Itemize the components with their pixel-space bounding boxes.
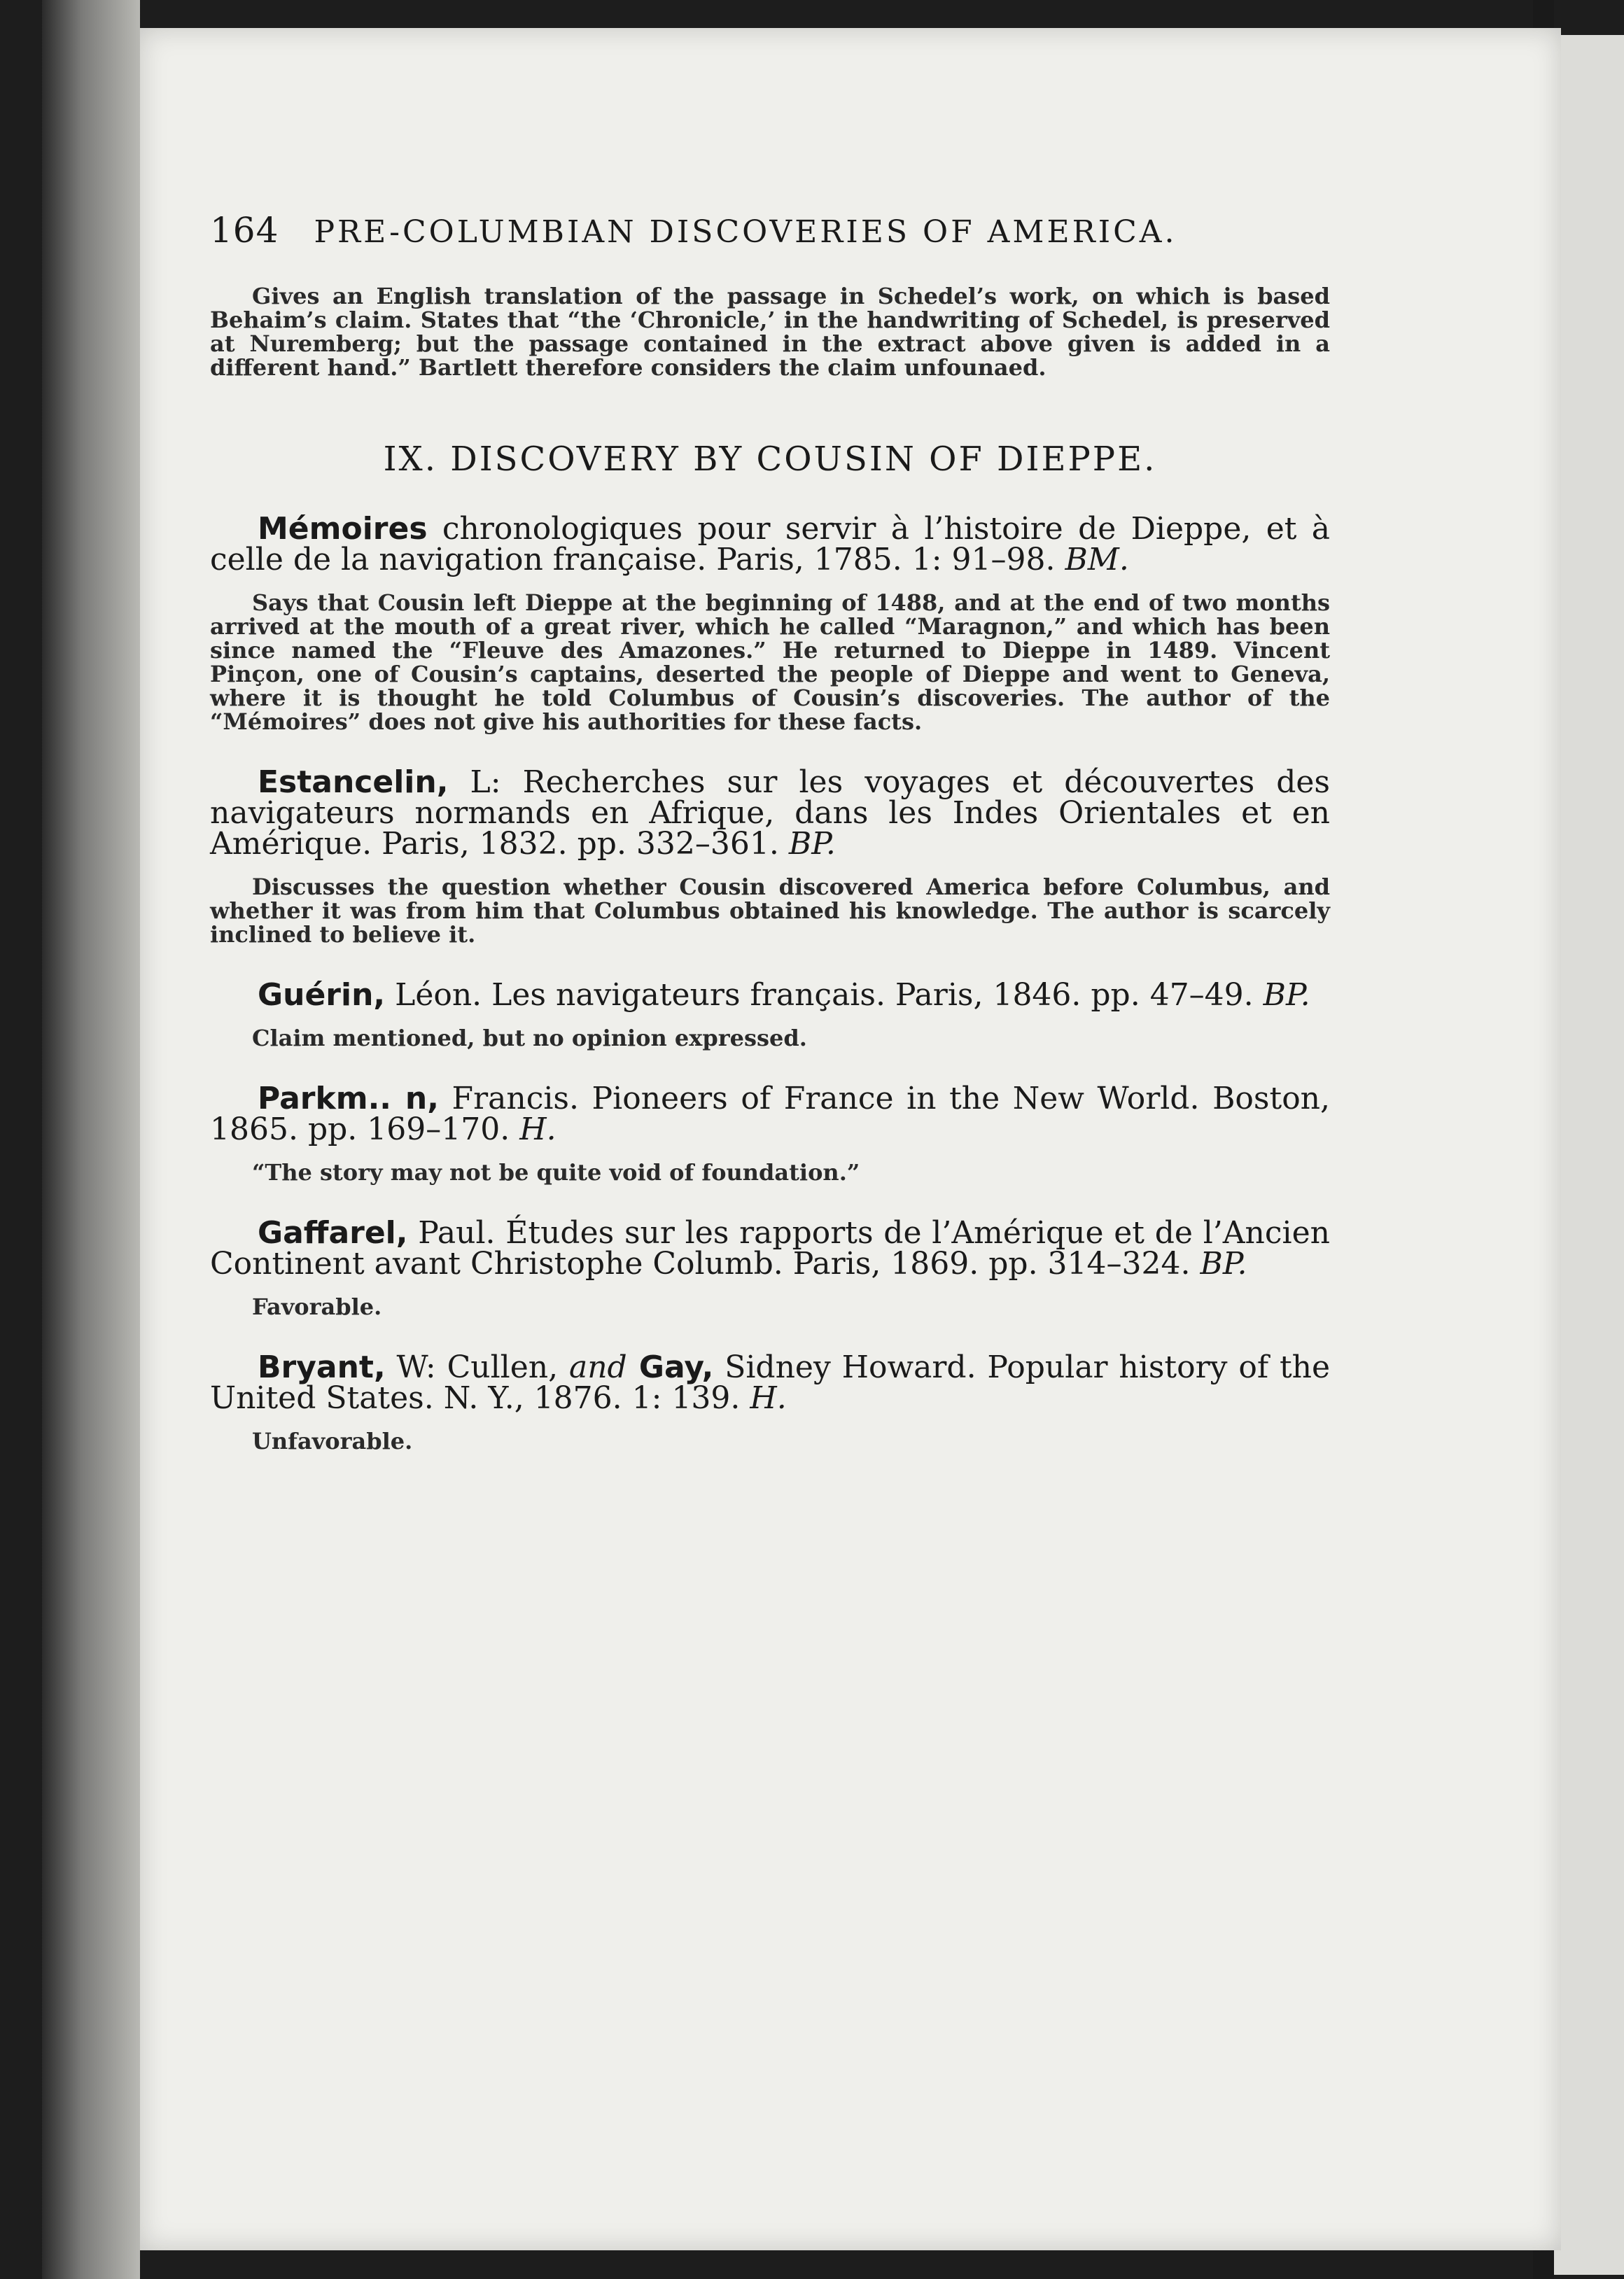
entry-library: BP. [1200, 1246, 1247, 1282]
spacer [210, 734, 1330, 767]
entry-2 [210, 764, 1330, 948]
entry-author: Parkm.. n, [258, 1081, 439, 1116]
entry-library: H. [750, 1380, 787, 1416]
entry-3 [210, 977, 1330, 1051]
adjacent-page-edge [1554, 35, 1624, 2275]
spacer [210, 1319, 1330, 1352]
bibliography-entry [210, 977, 1330, 1013]
bibliography-entry [210, 1215, 1330, 1282]
spacer [210, 946, 1330, 980]
entry-4 [210, 1081, 1331, 1186]
entry-text-2: Sidney Howard. Popular history of the United States. N. Y., 1876. 1: 139. [210, 1349, 1331, 1416]
scan-left-edge [42, 0, 140, 2279]
entry-library: BP. [1263, 977, 1310, 1013]
entry-author-2: Gay, [626, 1349, 714, 1385]
bibliography-entry [210, 1349, 1331, 1416]
entry-author: Bryant, [258, 1349, 386, 1385]
entry-note: Claim mentioned, but no opinion expressed. [252, 1025, 807, 1051]
entry-text: Léon. Les navigateurs français. Paris, 1846. pp. 47–49. [385, 977, 1264, 1013]
entry-library: BM. [1065, 542, 1129, 577]
section-title: IX. DISCOVERY BY COUSIN OF DIEPPE. [383, 440, 1157, 479]
entry-6 [210, 1349, 1331, 1454]
entry-1 [210, 511, 1330, 735]
entry-conjunction: and [568, 1349, 627, 1385]
entry-text: chronologiques pour servir à l’histoire de Dieppe, et à celle de la navigation française. Paris, 1785. 1: 91–98. [210, 511, 1330, 577]
entry-5 [210, 1215, 1330, 1320]
entry-author: Guérin, [258, 977, 386, 1013]
entry-note: Says that Cousin left Dieppe at the beginning of 1488, and at the end of two months arrived at the mouth of a great river, which he called “Maragnon,” and which has been since named the “Fleuve des Amazones.” He returned to Dieppe in 1489. Vincent Pinçon, one of Cousin’s captains, deserted the people of Dieppe and went to Geneva, where it is thought he told Columbus of Cousin’s discoveries. The author of the “Mémoires” does not give his authorities for these facts. [210, 589, 1330, 735]
page-number: 164 [210, 210, 279, 251]
entry-library: BP. [788, 826, 836, 862]
entry-note: Favorable. [252, 1293, 382, 1320]
running-title: PRE-COLUMBIAN DISCOVERIES OF AMERICA. [314, 214, 1177, 250]
bibliography-entry [210, 1081, 1331, 1147]
entry-note: Discusses the question whether Cousin discovered America before Columbus, and whether it was from him that Columbus obtained his knowledge. The author is scarcely inclined to believe it. [210, 874, 1330, 948]
entry-text: Paul. Études sur les rapports de l’Amérique et de l’Ancien Continent avant Christophe Columb. Paris, 1869. pp. 314–324. [210, 1215, 1330, 1282]
entry-note: “The story may not be quite void of foundation.” [252, 1159, 860, 1186]
intro-note: Gives an English translation of the passage in Schedel’s work, on which is based Behaim’s claim. States that “the ‘Chronicle,’ in the handwriting of Schedel, is preserved at Nuremberg; but the passage contained in the extract above given is added in a different hand.” Bartlett therefore considers the claim unfounaed. [210, 283, 1330, 381]
bibliography-entry [210, 511, 1330, 577]
entry-text: Francis. Pioneers of France in the New World. Boston, 1865. pp. 169–170. [210, 1081, 1331, 1147]
running-head [210, 210, 1330, 251]
entry-note: Unfavorable. [252, 1428, 413, 1454]
entry-author: Gaffarel, [258, 1215, 408, 1251]
entry-library: H. [519, 1112, 556, 1147]
entry-text: L: Recherches sur les voyages et découvertes des navigateurs normands en Afrique, dans les Indes Orientales et en Amérique. Paris, 1832. pp. 332–361. [210, 764, 1330, 862]
entry-author: Estancelin, [258, 764, 449, 800]
spacer [210, 1050, 1330, 1084]
bibliography-entry [210, 764, 1330, 862]
entry-author: Mémoires [258, 511, 428, 547]
page-text [210, 210, 1330, 1453]
spacer [210, 1184, 1330, 1218]
entry-text: W: Cullen, [385, 1349, 569, 1385]
